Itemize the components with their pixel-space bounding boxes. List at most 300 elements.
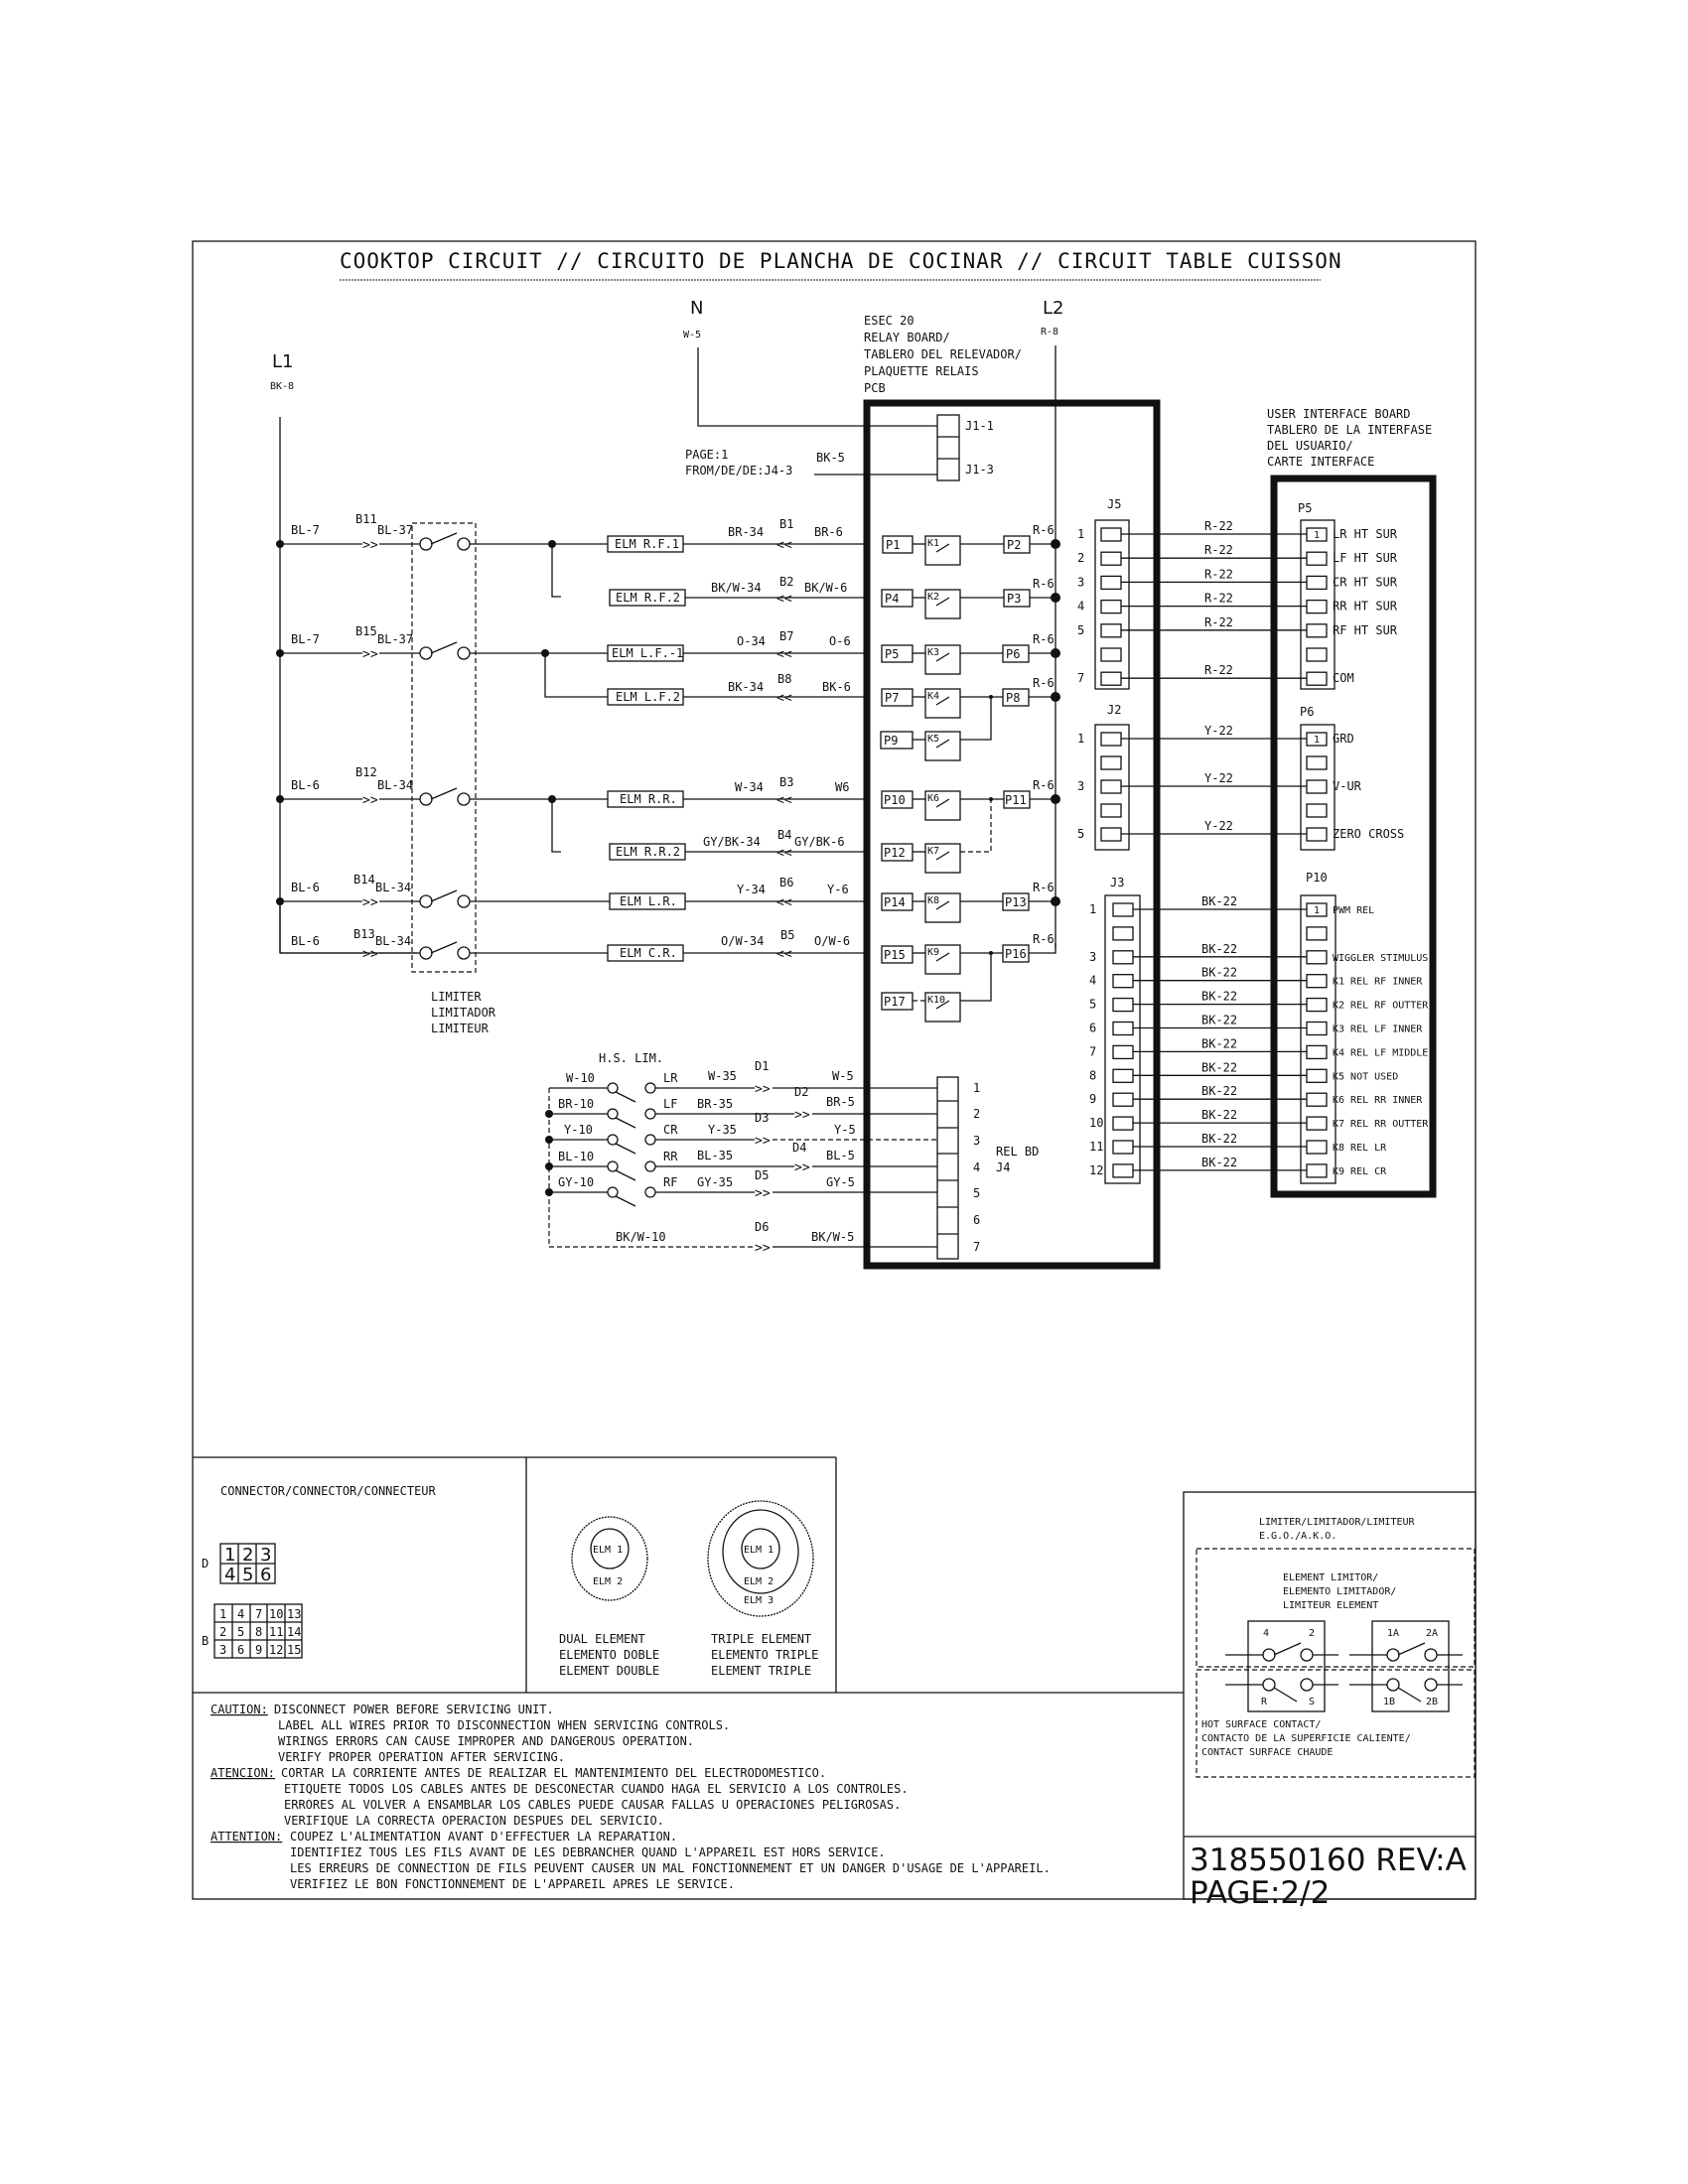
svg-text:DEL USUARIO/: DEL USUARIO/ <box>1267 439 1353 453</box>
svg-text:P5: P5 <box>885 647 900 661</box>
svg-text:12: 12 <box>269 1643 284 1657</box>
svg-text:1: 1 <box>1314 530 1321 541</box>
svg-text:ATENCION:: ATENCION: <box>211 1766 276 1780</box>
ui-board-label <box>1267 407 1432 469</box>
svg-text:2: 2 <box>1309 1628 1316 1639</box>
svg-text:3: 3 <box>973 1134 981 1148</box>
svg-text:2: 2 <box>973 1107 981 1121</box>
svg-text:R-6: R-6 <box>1033 778 1055 792</box>
svg-text:10: 10 <box>1089 1116 1104 1131</box>
svg-text:R-22: R-22 <box>1204 663 1233 678</box>
svg-text:ELM R.F.2: ELM R.F.2 <box>616 591 681 605</box>
svg-text:D5: D5 <box>755 1168 770 1182</box>
svg-text:BK-22: BK-22 <box>1201 894 1238 908</box>
svg-text:FROM/DE/DE:J4-3: FROM/DE/DE:J4-3 <box>685 464 793 478</box>
svg-text:E.G.O./A.K.O.: E.G.O./A.K.O. <box>1259 1531 1337 1542</box>
svg-text:LR: LR <box>663 1071 678 1085</box>
svg-text:ELM 1: ELM 1 <box>593 1545 624 1556</box>
svg-text:BK-22: BK-22 <box>1201 1155 1238 1169</box>
svg-text:CONTACTO DE LA SUPERFICIE CALI: CONTACTO DE LA SUPERFICIE CALIENTE/ <box>1201 1733 1411 1744</box>
svg-text:PAGE:1: PAGE:1 <box>685 448 729 462</box>
svg-text:BK-22: BK-22 <box>1201 965 1238 980</box>
svg-text:J2: J2 <box>1107 703 1122 717</box>
svg-text:BL-7: BL-7 <box>291 632 320 646</box>
svg-text:RR: RR <box>663 1150 678 1163</box>
svg-text:ELM R.F.1: ELM R.F.1 <box>615 537 680 551</box>
svg-text:P12: P12 <box>884 846 906 860</box>
svg-text:BK/W-6: BK/W-6 <box>804 581 848 595</box>
svg-text:R-6: R-6 <box>1033 932 1055 946</box>
svg-text:>>: >> <box>794 1108 810 1123</box>
svg-text:R-8: R-8 <box>1041 327 1059 338</box>
svg-text:CONNECTOR/CONNECTOR/CONNECTEUR: CONNECTOR/CONNECTOR/CONNECTEUR <box>220 1484 436 1498</box>
svg-text:BK/W-10: BK/W-10 <box>616 1230 666 1244</box>
svg-text:VERIFIQUE LA CORRECTA OPERACIO: VERIFIQUE LA CORRECTA OPERACION DESPUES DEL SERVICIO. <box>284 1814 664 1828</box>
svg-text:DISCONNECT POWER BEFORE SERVIC: DISCONNECT POWER BEFORE SERVICING UNIT. <box>274 1703 554 1716</box>
svg-text:4: 4 <box>1263 1628 1270 1639</box>
svg-text:LIMITER: LIMITER <box>431 990 482 1004</box>
svg-text:D3: D3 <box>755 1111 770 1125</box>
svg-text:ELEMENTO DOBLE: ELEMENTO DOBLE <box>559 1648 660 1662</box>
svg-text:CORTAR LA CORRIENTE ANTES DE R: CORTAR LA CORRIENTE ANTES DE REALIZAR EL MANTENIMIENTO DEL ELECTRODOMESTICO. <box>281 1766 827 1780</box>
relay-channels <box>881 523 1060 1022</box>
svg-text:RF: RF <box>663 1175 678 1189</box>
svg-text:COUPEZ L'ALIMENTATION AVANT D': COUPEZ L'ALIMENTATION AVANT D'EFFECTUER LA REPARATION. <box>290 1830 678 1843</box>
svg-text:WIRINGS ERRORS CAN CAUSE IMPRO: WIRINGS ERRORS CAN CAUSE IMPROPER AND DANGEROUS OPERATION. <box>278 1734 695 1748</box>
svg-text:B: B <box>202 1634 210 1648</box>
svg-text:K4: K4 <box>927 691 940 702</box>
svg-text:ELM 3: ELM 3 <box>744 1595 774 1606</box>
j4-connector <box>937 1077 1039 1259</box>
svg-text:DUAL ELEMENT: DUAL ELEMENT <box>559 1632 645 1646</box>
svg-text:B11: B11 <box>355 512 377 526</box>
svg-text:R-6: R-6 <box>1033 881 1055 894</box>
svg-text:11: 11 <box>269 1625 284 1639</box>
svg-text:LF: LF <box>663 1097 678 1111</box>
svg-text:1: 1 <box>973 1081 981 1095</box>
element-row-rr2 <box>610 828 867 861</box>
svg-text:J1-1: J1-1 <box>965 419 994 433</box>
svg-text:ZERO CROSS: ZERO CROSS <box>1333 827 1405 841</box>
svg-text:K3: K3 <box>927 647 940 658</box>
svg-text:4: 4 <box>237 1607 245 1621</box>
svg-text:K5: K5 <box>927 734 940 745</box>
svg-text:CR: CR <box>663 1123 678 1137</box>
svg-text:H.S. LIM.: H.S. LIM. <box>599 1051 664 1065</box>
svg-text:PCB: PCB <box>864 381 886 395</box>
svg-text:Y-5: Y-5 <box>834 1123 856 1137</box>
svg-text:BK-22: BK-22 <box>1201 1060 1238 1075</box>
svg-text:B14: B14 <box>353 873 375 887</box>
svg-text:W-5: W-5 <box>832 1069 854 1083</box>
svg-text:VERIFY PROPER OPERATION AFTER: VERIFY PROPER OPERATION AFTER SERVICING. <box>278 1750 565 1764</box>
svg-text:P6: P6 <box>1300 705 1315 719</box>
svg-text:5: 5 <box>237 1625 245 1639</box>
hot-surface-limiter <box>545 1051 937 1256</box>
svg-text:B3: B3 <box>779 775 794 789</box>
svg-text:B4: B4 <box>777 828 792 842</box>
svg-text:O-34: O-34 <box>737 634 766 648</box>
svg-text:P16: P16 <box>1005 947 1027 961</box>
svg-text:B7: B7 <box>779 629 794 643</box>
svg-text:BK-8: BK-8 <box>270 381 295 392</box>
svg-text:12: 12 <box>1089 1162 1104 1177</box>
svg-text:BR-35: BR-35 <box>697 1097 734 1111</box>
svg-text:K10: K10 <box>927 995 946 1006</box>
svg-text:GY/BK-34: GY/BK-34 <box>703 835 761 849</box>
svg-text:WIGGLER STIMULUS: WIGGLER STIMULUS <box>1333 952 1429 964</box>
l2-supply <box>1041 298 1063 948</box>
svg-text:6: 6 <box>260 1565 272 1585</box>
svg-text:W-35: W-35 <box>708 1069 737 1083</box>
svg-text:LF HT SUR: LF HT SUR <box>1333 551 1398 566</box>
svg-text:K9 REL CR: K9 REL CR <box>1333 1165 1387 1177</box>
svg-text:>>: >> <box>362 793 378 808</box>
svg-text:<<: << <box>776 538 792 553</box>
svg-text:>>: >> <box>362 647 378 662</box>
svg-text:1A: 1A <box>1387 1628 1400 1639</box>
svg-text:ELEMENTO LIMITADOR/: ELEMENTO LIMITADOR/ <box>1283 1586 1397 1597</box>
svg-text:BK-22: BK-22 <box>1201 941 1238 956</box>
svg-text:<<: << <box>776 691 792 706</box>
svg-text:K7: K7 <box>927 846 940 857</box>
svg-text:LIMITEUR: LIMITEUR <box>431 1022 489 1035</box>
svg-text:J4: J4 <box>996 1160 1011 1174</box>
svg-text:W-34: W-34 <box>735 780 764 794</box>
svg-text:RELAY BOARD/: RELAY BOARD/ <box>864 331 950 344</box>
svg-text:ELEMENT DOUBLE: ELEMENT DOUBLE <box>559 1664 660 1678</box>
svg-text:BL-34: BL-34 <box>375 934 412 948</box>
svg-text:B15: B15 <box>355 624 377 638</box>
neutral-supply <box>683 298 864 426</box>
svg-text:BK/W-5: BK/W-5 <box>811 1230 855 1244</box>
svg-text:W-10: W-10 <box>566 1071 595 1085</box>
svg-text:R: R <box>1261 1697 1268 1707</box>
svg-text:BL-37: BL-37 <box>377 632 414 646</box>
svg-text:K9: K9 <box>927 947 940 958</box>
part-number: 318550160 REV:A <box>1190 1843 1467 1878</box>
svg-text:D1: D1 <box>755 1059 770 1073</box>
svg-text:2: 2 <box>1077 551 1085 566</box>
svg-text:>>: >> <box>362 538 378 553</box>
svg-text:2B: 2B <box>1426 1697 1439 1707</box>
svg-text:ELM L.F.2: ELM L.F.2 <box>616 690 681 704</box>
svg-text:BL-34: BL-34 <box>377 778 414 792</box>
svg-text:BR-34: BR-34 <box>728 525 765 539</box>
svg-text:3: 3 <box>1077 779 1085 793</box>
svg-text:K3 REL LF INNER: K3 REL LF INNER <box>1333 1024 1423 1035</box>
svg-text:<<: << <box>776 846 792 861</box>
svg-text:S: S <box>1309 1697 1316 1707</box>
svg-text:3: 3 <box>1077 575 1085 590</box>
svg-text:R-22: R-22 <box>1204 567 1233 582</box>
svg-text:ELM 1: ELM 1 <box>744 1545 774 1556</box>
svg-text:P4: P4 <box>885 592 900 606</box>
svg-text:O-6: O-6 <box>829 634 851 648</box>
svg-text:9: 9 <box>1089 1092 1097 1107</box>
svg-text:<<: << <box>776 895 792 910</box>
svg-text:BL-34: BL-34 <box>375 881 412 894</box>
svg-text:BK/W-34: BK/W-34 <box>711 581 762 595</box>
svg-text:O/W-6: O/W-6 <box>814 934 851 948</box>
svg-text:13: 13 <box>287 1607 302 1621</box>
element-row-cr <box>280 927 867 962</box>
svg-text:ELEMENT TRIPLE: ELEMENT TRIPLE <box>711 1664 812 1678</box>
svg-text:>>: >> <box>755 1186 771 1201</box>
svg-text:P8: P8 <box>1006 691 1021 705</box>
svg-text:<<: << <box>776 592 792 607</box>
svg-text:P5: P5 <box>1298 501 1313 515</box>
svg-text:R-6: R-6 <box>1033 676 1055 690</box>
svg-text:5: 5 <box>973 1186 981 1200</box>
svg-text:3: 3 <box>260 1545 272 1566</box>
svg-text:P3: P3 <box>1007 592 1022 606</box>
svg-text:ELM L.F.-1: ELM L.F.-1 <box>612 646 684 660</box>
svg-text:B8: B8 <box>777 672 792 686</box>
svg-text:R-22: R-22 <box>1204 519 1233 533</box>
svg-text:D: D <box>202 1557 210 1570</box>
svg-text:BL-10: BL-10 <box>558 1150 595 1163</box>
svg-text:7: 7 <box>255 1607 263 1621</box>
svg-text:B13: B13 <box>353 927 375 941</box>
svg-text:P9: P9 <box>884 734 899 748</box>
svg-text:ETIQUETE TODOS LOS CABLES ANTE: ETIQUETE TODOS LOS CABLES ANTES DE DESCONECTAR CUANDO HAGA EL SERVICIO A LOS CONTROLES. <box>284 1782 909 1796</box>
svg-text:B6: B6 <box>779 876 794 889</box>
svg-text:Y-22: Y-22 <box>1204 819 1233 833</box>
svg-text:Y-6: Y-6 <box>827 883 849 896</box>
svg-text:P10: P10 <box>884 793 906 807</box>
svg-text:K6: K6 <box>927 793 940 804</box>
page-number: PAGE:2/2 <box>1190 1875 1331 1911</box>
svg-text:HOT SURFACE CONTACT/: HOT SURFACE CONTACT/ <box>1201 1719 1322 1730</box>
svg-text:5: 5 <box>1077 622 1085 637</box>
limiter-label <box>431 990 496 1035</box>
svg-text:5: 5 <box>1077 827 1085 841</box>
svg-text:<<: << <box>776 947 792 962</box>
svg-text:5: 5 <box>242 1565 254 1585</box>
svg-text:LIMITEUR ELEMENT: LIMITEUR ELEMENT <box>1283 1600 1379 1611</box>
svg-text:Y-35: Y-35 <box>708 1123 737 1137</box>
svg-text:>>: >> <box>755 1134 771 1149</box>
svg-text:L2: L2 <box>1043 298 1064 319</box>
svg-text:1B: 1B <box>1383 1697 1396 1707</box>
svg-text:PLAQUETTE RELAIS: PLAQUETTE RELAIS <box>864 364 979 378</box>
svg-text:K8: K8 <box>927 895 940 906</box>
svg-text:BL-7: BL-7 <box>291 523 320 537</box>
svg-text:8: 8 <box>1089 1068 1097 1083</box>
svg-text:K4 REL LF MIDDLE: K4 REL LF MIDDLE <box>1333 1047 1429 1059</box>
svg-text:IDENTIFIEZ TOUS LES FILS AVANT: IDENTIFIEZ TOUS LES FILS AVANT DE LES DEBRANCHER QUAND L'APPAREIL EST HORS SERVICE. <box>290 1845 886 1859</box>
svg-text:BK-22: BK-22 <box>1201 989 1238 1004</box>
svg-text:1: 1 <box>1089 902 1097 916</box>
svg-text:LABEL ALL WIRES PRIOR TO DISCO: LABEL ALL WIRES PRIOR TO DISCONNECTION WHEN SERVICING CONTROLS. <box>278 1718 731 1732</box>
svg-text:ELM C.R.: ELM C.R. <box>620 946 677 960</box>
svg-text:1: 1 <box>1314 735 1321 746</box>
svg-text:Y-34: Y-34 <box>737 883 766 896</box>
svg-text:BK-22: BK-22 <box>1201 1036 1238 1051</box>
svg-text:P17: P17 <box>884 995 906 1009</box>
svg-text:ELM 2: ELM 2 <box>744 1576 774 1587</box>
svg-text:W6: W6 <box>835 780 850 794</box>
svg-text:ELEMENT LIMITOR/: ELEMENT LIMITOR/ <box>1283 1572 1379 1583</box>
svg-text:ERRORES AL VOLVER A ENSAMBLAR: ERRORES AL VOLVER A ENSAMBLAR LOS CABLES PUEDE CAUSAR FALLAS U OPERACIONES PELIGROSAS. <box>284 1798 902 1812</box>
diagram-title: COOKTOP CIRCUIT // CIRCUITO DE PLANCHA DE COCINAR // CIRCUIT TABLE CUISSON <box>340 249 1342 273</box>
svg-text:1: 1 <box>219 1607 227 1621</box>
svg-text:>>: >> <box>755 1082 771 1097</box>
svg-text:BK-6: BK-6 <box>822 680 851 694</box>
svg-text:R-6: R-6 <box>1033 577 1055 591</box>
svg-text:6: 6 <box>237 1643 245 1657</box>
svg-text:1: 1 <box>1077 527 1085 541</box>
svg-text:LR HT SUR: LR HT SUR <box>1333 527 1398 541</box>
svg-text:P11: P11 <box>1005 793 1027 807</box>
svg-text:10: 10 <box>269 1607 284 1621</box>
svg-text:8: 8 <box>255 1625 263 1639</box>
svg-text:6: 6 <box>973 1213 981 1227</box>
svg-text:5: 5 <box>1089 997 1097 1012</box>
svg-text:K1 REL RF INNER: K1 REL RF INNER <box>1333 976 1423 988</box>
svg-text:BK-22: BK-22 <box>1201 1013 1238 1027</box>
svg-text:1: 1 <box>224 1545 236 1566</box>
svg-text:O/W-34: O/W-34 <box>721 934 765 948</box>
relay-board-label <box>864 314 1022 395</box>
svg-text:ATTENTION:: ATTENTION: <box>211 1830 283 1843</box>
svg-text:D2: D2 <box>794 1085 809 1099</box>
svg-text:>>: >> <box>794 1160 810 1175</box>
svg-text:BL-5: BL-5 <box>826 1149 855 1162</box>
svg-text:K8 REL LR: K8 REL LR <box>1333 1143 1387 1154</box>
svg-text:CONTACT SURFACE CHAUDE: CONTACT SURFACE CHAUDE <box>1201 1747 1334 1758</box>
svg-text:W-5: W-5 <box>683 330 702 341</box>
svg-text:4: 4 <box>1077 599 1085 614</box>
svg-text:J1-3: J1-3 <box>965 463 994 477</box>
svg-text:CARTE INTERFACE: CARTE INTERFACE <box>1267 455 1375 469</box>
svg-text:VERIFIEZ LE BON FONCTIONNEMENT: VERIFIEZ LE BON FONCTIONNEMENT DE L'APPAREIL APRES LE SERVICE. <box>290 1877 735 1891</box>
svg-text:K7 REL RR OUTTER: K7 REL RR OUTTER <box>1333 1119 1429 1131</box>
svg-text:K1: K1 <box>927 538 940 549</box>
svg-text:REL BD: REL BD <box>996 1145 1040 1159</box>
svg-text:BK-22: BK-22 <box>1201 1084 1238 1099</box>
svg-text:BK-22: BK-22 <box>1201 1132 1238 1146</box>
svg-text:ELM R.R.2: ELM R.R.2 <box>616 845 681 859</box>
svg-text:K2 REL RF OUTTER: K2 REL RF OUTTER <box>1333 1000 1429 1012</box>
svg-text:3: 3 <box>219 1643 227 1657</box>
svg-text:P13: P13 <box>1005 895 1027 909</box>
svg-text:BK-5: BK-5 <box>816 451 845 465</box>
svg-text:GRD: GRD <box>1333 732 1354 746</box>
svg-text:GY-10: GY-10 <box>558 1175 595 1189</box>
svg-text:BR-6: BR-6 <box>814 525 843 539</box>
svg-text:K6 REL RR INNER: K6 REL RR INNER <box>1333 1095 1423 1107</box>
svg-text:LIMITER/LIMITADOR/LIMITEUR: LIMITER/LIMITADOR/LIMITEUR <box>1259 1517 1415 1528</box>
svg-text:GY-35: GY-35 <box>697 1175 734 1189</box>
svg-text:ESEC 20: ESEC 20 <box>864 314 914 328</box>
svg-text:B5: B5 <box>780 928 795 942</box>
svg-text:BL-35: BL-35 <box>697 1149 734 1162</box>
svg-text:B2: B2 <box>779 575 794 589</box>
svg-text:Y-22: Y-22 <box>1204 771 1233 785</box>
svg-text:7: 7 <box>1077 671 1085 686</box>
svg-text:ELM R.R.: ELM R.R. <box>620 792 677 806</box>
svg-text:TABLERO DE LA INTERFASE: TABLERO DE LA INTERFASE <box>1267 423 1433 437</box>
svg-text:TABLERO DEL RELEVADOR/: TABLERO DEL RELEVADOR/ <box>864 347 1022 361</box>
svg-text:CR HT SUR: CR HT SUR <box>1333 575 1398 590</box>
svg-text:R-22: R-22 <box>1204 543 1233 558</box>
svg-text:P7: P7 <box>885 691 900 705</box>
svg-text:B1: B1 <box>779 517 794 531</box>
svg-text:P15: P15 <box>884 948 906 962</box>
svg-text:<<: << <box>776 647 792 662</box>
svg-text:BR-5: BR-5 <box>826 1095 855 1109</box>
svg-text:V-UR: V-UR <box>1333 779 1361 793</box>
svg-text:2: 2 <box>219 1625 227 1639</box>
svg-text:7: 7 <box>973 1240 981 1254</box>
svg-text:D6: D6 <box>755 1220 770 1234</box>
svg-text:K2: K2 <box>927 592 940 603</box>
element-row-lf2 <box>608 672 867 706</box>
svg-text:4: 4 <box>224 1565 236 1585</box>
svg-text:GY-5: GY-5 <box>826 1175 855 1189</box>
svg-text:P2: P2 <box>1007 538 1022 552</box>
element-row-lr <box>280 873 867 910</box>
svg-text:9: 9 <box>255 1643 263 1657</box>
svg-text:BL-6: BL-6 <box>291 778 320 792</box>
svg-text:TRIPLE ELEMENT: TRIPLE ELEMENT <box>711 1632 812 1646</box>
svg-text:14: 14 <box>287 1625 302 1639</box>
svg-text:R-22: R-22 <box>1204 614 1233 629</box>
svg-text:11: 11 <box>1089 1140 1104 1154</box>
svg-text:15: 15 <box>287 1643 302 1657</box>
svg-text:RF HT SUR: RF HT SUR <box>1333 622 1398 637</box>
svg-text:Y-10: Y-10 <box>564 1123 593 1137</box>
svg-text:4: 4 <box>973 1160 981 1174</box>
element-row-lf <box>280 624 867 697</box>
svg-text:COM: COM <box>1333 671 1354 686</box>
svg-text:BR-10: BR-10 <box>558 1097 595 1111</box>
svg-text:P14: P14 <box>884 895 906 909</box>
svg-text:P6: P6 <box>1006 647 1021 661</box>
svg-text:RR HT SUR: RR HT SUR <box>1333 599 1398 614</box>
svg-text:BL-6: BL-6 <box>291 934 320 948</box>
svg-text:2A: 2A <box>1426 1628 1439 1639</box>
svg-text:J5: J5 <box>1107 497 1122 511</box>
svg-text:Y-22: Y-22 <box>1204 724 1233 738</box>
svg-text:P1: P1 <box>886 538 901 552</box>
svg-text:3: 3 <box>1089 949 1097 964</box>
svg-text:J3: J3 <box>1110 876 1125 889</box>
svg-text:BK-34: BK-34 <box>728 680 765 694</box>
svg-text:ELEMENTO TRIPLE: ELEMENTO TRIPLE <box>711 1648 819 1662</box>
svg-text:ELM L.R.: ELM L.R. <box>620 894 677 908</box>
svg-text:7: 7 <box>1089 1044 1097 1059</box>
svg-text:<<: << <box>776 793 792 808</box>
element-row-rf2 <box>610 575 867 607</box>
svg-text:2: 2 <box>242 1545 254 1566</box>
svg-text:ELM 2: ELM 2 <box>593 1576 624 1587</box>
svg-text:BL-37: BL-37 <box>377 523 414 537</box>
svg-text:6: 6 <box>1089 1021 1097 1035</box>
svg-text:R-6: R-6 <box>1033 632 1055 646</box>
svg-text:BL-6: BL-6 <box>291 881 320 894</box>
svg-text:D4: D4 <box>792 1141 807 1155</box>
svg-text:PWM REL: PWM REL <box>1333 905 1375 916</box>
svg-text:L1: L1 <box>272 351 294 372</box>
svg-text:N: N <box>690 298 704 319</box>
svg-text:B12: B12 <box>355 765 377 779</box>
svg-text:>>: >> <box>362 947 378 962</box>
svg-text:LIMITADOR: LIMITADOR <box>431 1006 496 1020</box>
svg-text:K5 NOT USED: K5 NOT USED <box>1333 1071 1399 1083</box>
